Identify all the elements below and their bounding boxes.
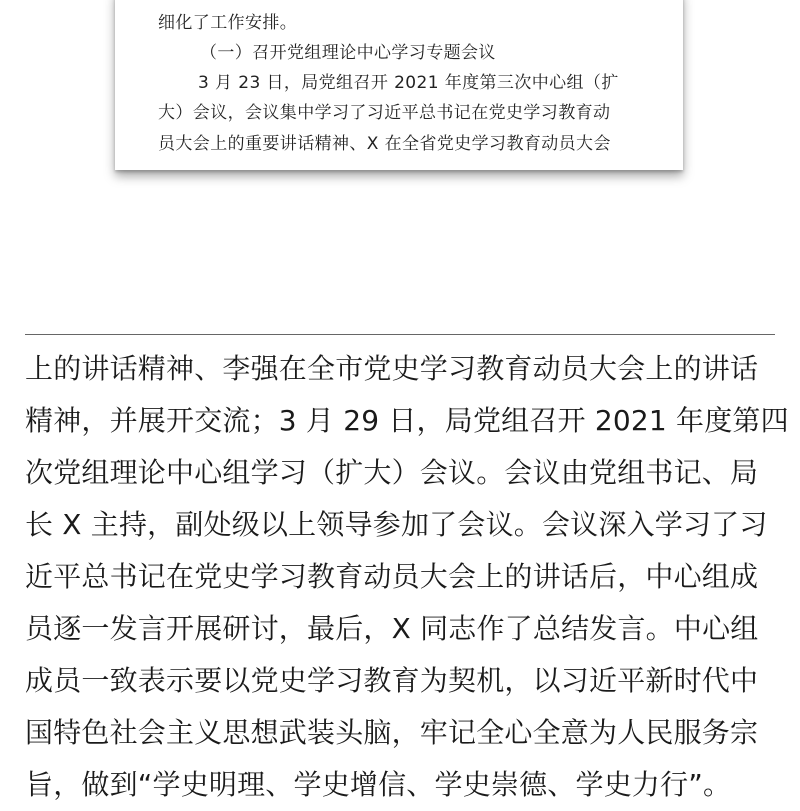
- card-text-line: 细化了工作安排。: [158, 13, 298, 33]
- card-text-line: 大）会议，会议集中学习了习近平总书记在党史学习教育动: [158, 103, 611, 123]
- card-text-line: 3 月 23 日，局党组召开 2021 年度第三次中心组（扩: [198, 73, 619, 93]
- card-section-heading: （一）召开党组理论中心学习专题会议: [200, 43, 496, 63]
- body-text-line: 近平总书记在党史学习教育动员大会上的讲话后，中心组成: [25, 560, 759, 593]
- body-text-line: 长 X 主持，副处级以上领导参加了会议。会议深入学习了习: [25, 508, 768, 541]
- body-text-line: 国特色社会主义思想武装头脑，牢记全心全意为人民服务宗: [25, 716, 759, 749]
- card-text-line: 员大会上的重要讲话精神、X 在全省党史学习教育动员大会: [158, 134, 611, 154]
- document-preview-card: [115, 0, 683, 170]
- body-text-line: 成员一致表示要以党史学习教育为契机，以习近平新时代中: [25, 664, 759, 697]
- main-body-text: [25, 343, 789, 811]
- body-text-line: 员逐一发言开展研讨，最后，X 同志作了总结发言。中心组: [25, 612, 759, 645]
- body-text-line: 旨，做到“学史明理、学史增信、学史崇德、学史力行”。: [25, 768, 732, 801]
- body-text-line: 精神，并展开交流；3 月 29 日，局党组召开 2021 年度第四: [25, 404, 789, 437]
- divider-line: [25, 334, 775, 335]
- body-text-line: 次党组理论中心组学习（扩大）会议。会议由党组书记、局: [25, 456, 759, 489]
- body-text-line: 上的讲话精神、李强在全市党史学习教育动员大会上的讲话: [25, 352, 759, 385]
